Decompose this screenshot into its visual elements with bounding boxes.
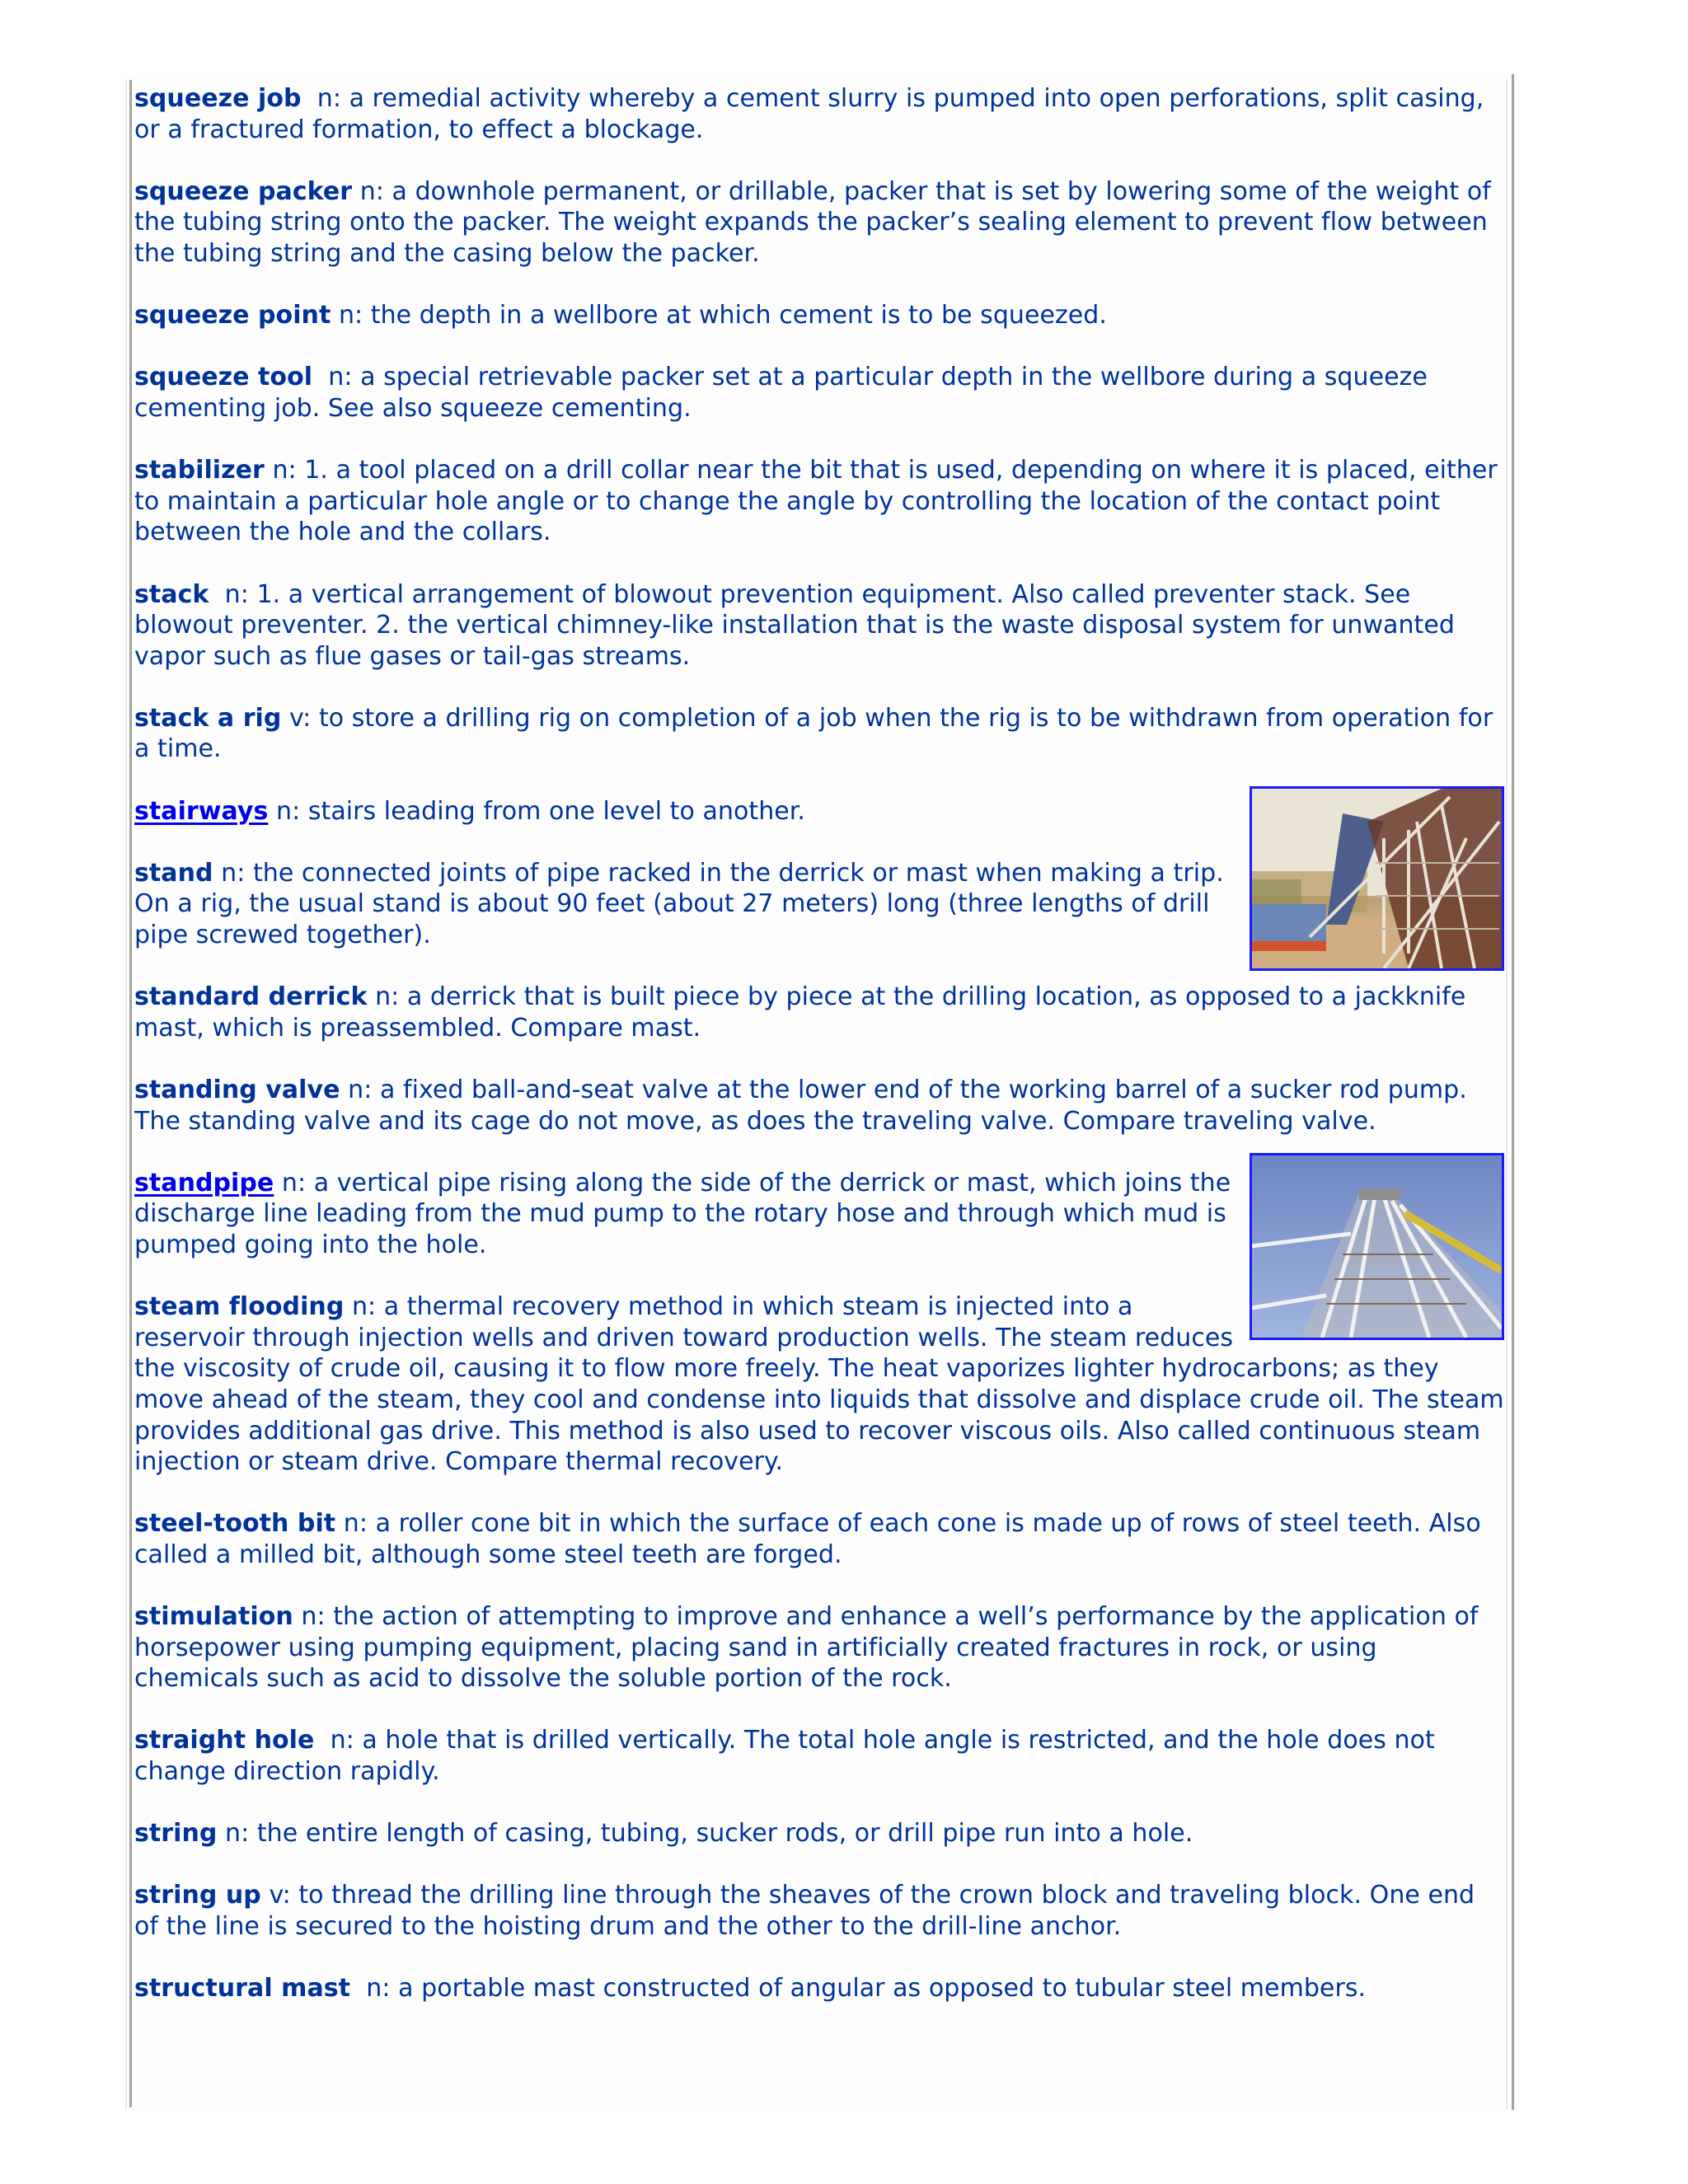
part-of-speech: n: (221, 858, 246, 888)
term: stimulation (134, 1602, 293, 1632)
part-of-speech: n: (225, 1819, 250, 1849)
definition: stairs leading from one level to another. (307, 796, 805, 826)
stairways-link[interactable]: stairways (134, 796, 269, 826)
glossary-entry-stabilizer (134, 455, 1504, 548)
part-of-speech: n: (375, 982, 400, 1012)
part-of-speech: n: (343, 1509, 368, 1539)
standpipe-photo (1250, 1153, 1504, 1340)
glossary-entry-structural-mast (134, 1973, 1504, 2004)
definition: the action of attempting to improve and enhance a well’s performance by the application of horsepower using pumping equipment, placing sand in artificially created fractures in rock, or using chemicals such as acid to dissolve the soluble portion of the rock. (134, 1602, 1479, 1694)
term: squeeze point (134, 301, 331, 330)
glossary-entry-squeeze-point (134, 300, 1504, 331)
part-of-speech: n: (328, 363, 353, 392)
definition: a downhole permanent, or drillable, packer that is set by lowering some of the weight of the tubing string onto the packer. The weight expands the packer’s sealing element to prevent flow between the tubing string and the casing below the packer. (134, 176, 1491, 268)
part-of-speech: n: (351, 1292, 377, 1322)
term: straight hole (134, 1726, 315, 1755)
part-of-speech: n: (281, 1168, 307, 1197)
frame-border-right-outer (1506, 80, 1507, 2109)
definition: a hole that is drilled vertically. The total hole angle is restricted, and the hole does not change direction rapidly. (134, 1726, 1435, 1787)
glossary-entry-stack (134, 579, 1504, 673)
term: stabilizer (134, 456, 265, 485)
part-of-speech: v: (289, 703, 312, 733)
definition: a roller cone bit in which the surface of each cone is made up of rows of steel teeth. Also called a milled bit, although some steel teeth are forged. (134, 1509, 1481, 1569)
definition: to store a drilling rig on completion of a job when the rig is to be withdrawn from operation for a time. (134, 703, 1493, 764)
glossary-entry-squeeze-job (134, 83, 1504, 145)
term: squeeze job (134, 84, 302, 113)
definition: 1. a vertical arrangement of blowout prevention equipment. Also called preventer stack. See blowout preventer. 2. the vertical chimney-like installation that is the waste disposal system for unwanted vapor such as flue gases or tail-gas streams. (134, 579, 1455, 671)
definition: to thread the drilling line through the sheaves of the crown block and traveling block. One end of the line is secured to the hoisting drum and the other to the drill-line anchor. (134, 1881, 1475, 1942)
frame-border-left-outer (125, 80, 127, 2109)
term: stack (134, 579, 209, 609)
definition: a fixed ball-and-seat valve at the lower end of the working barrel of a sucker rod pump. The standing valve and its cage do not move, as does the traveling valve. Compare traveling valve. (134, 1076, 1467, 1136)
term: structural mast (134, 1974, 351, 2004)
glossary-entry-standing-valve (134, 1075, 1504, 1137)
part-of-speech: n: (316, 84, 341, 113)
glossary-entry-stimulation (134, 1601, 1504, 1694)
part-of-speech: v: (269, 1881, 291, 1910)
definition: the depth in a wellbore at which cement is to be squeezed. (370, 301, 1107, 330)
part-of-speech: n: (359, 176, 384, 206)
definition: a special retrievable packer set at a particular depth in the wellbore during a squeeze cementing job. See also squeeze cementing. (134, 363, 1428, 423)
glossary-entry-string-up (134, 1880, 1504, 1942)
part-of-speech: n: (338, 301, 363, 330)
part-of-speech: n: (366, 1974, 391, 2004)
definition: a portable mast constructed of angular as opposed to tubular steel members. (398, 1974, 1367, 2004)
term: steel-tooth bit (134, 1509, 336, 1539)
part-of-speech: n: (272, 456, 297, 485)
definition: a remedial activity whereby a cement slurry is pumped into open perforations, split casing, or a fractured formation, to effect a blockage. (134, 84, 1484, 144)
term: string (134, 1819, 218, 1849)
glossary-entry-steel-tooth-bit (134, 1508, 1504, 1570)
part-of-speech: n: (224, 579, 249, 609)
term: squeeze tool (134, 363, 313, 392)
part-of-speech: n: (348, 1076, 373, 1104)
standpipe-image-icon (1252, 1155, 1502, 1338)
definition: a vertical pipe rising along the side of the derrick or mast, which joins the discharge line leading from the mud pump to the rotary hose and through which mud is pumped going into the hole. (134, 1168, 1231, 1259)
part-of-speech: n: (276, 796, 301, 826)
glossary-entry-squeeze-tool (134, 362, 1504, 424)
definition: a thermal recovery method in which steam is injected into a reservoir through injection wells and driven toward production wells. The steam reduces the viscosity of crude oil, causing it to flow more freely. The heat vaporizes lighter hydrocarbons; as they move ahead of the steam, they cool and condense into liquids that dissolve and displace crude oil. The steam provides additional gas drive. This method is also used to recover viscous oils. Also called continuous steam injection or steam drive. Compare thermal recovery. (134, 1292, 1504, 1477)
glossary-content (134, 83, 1504, 2035)
definition: the connected joints of pipe racked in the derrick or mast when making a trip. On a rig, the usual stand is about 90 feet (about 27 meters) long (three lengths of drill pipe screwed together). (134, 858, 1224, 950)
part-of-speech: n: (301, 1602, 326, 1632)
glossary-entry-string (134, 1818, 1504, 1849)
stairways-photo (1250, 786, 1504, 971)
standpipe-link[interactable]: standpipe (134, 1168, 274, 1197)
frame-border-left (129, 80, 132, 2107)
definition: the entire length of casing, tubing, sucker rods, or drill pipe run into a hole. (256, 1819, 1193, 1849)
frame-border-right (1512, 74, 1514, 2110)
term: standard derrick (134, 982, 368, 1012)
glossary-entry-squeeze-packer (134, 176, 1504, 269)
glossary-entry-standard-derrick (134, 982, 1504, 1043)
part-of-speech: n: (330, 1726, 354, 1755)
glossary-entry-stack-a-rig (134, 703, 1504, 765)
stairways-image-icon (1252, 789, 1502, 968)
term: steam flooding (134, 1292, 345, 1322)
definition: 1. a tool placed on a drill collar near the bit that is used, depending on where it is placed, either to maintain a particular hole angle or to change the angle by controlling the location of the contact point between the hole and the collars. (134, 456, 1498, 547)
term: stack a rig (134, 703, 282, 733)
definition: a derrick that is built piece by piece at the drilling location, as opposed to a jackknife mast, which is preassembled. Compare mast. (134, 982, 1466, 1043)
term: squeeze packer (134, 176, 353, 206)
term: stand (134, 858, 213, 888)
glossary-entry-straight-hole (134, 1725, 1504, 1787)
term: string up (134, 1881, 261, 1910)
term: standing valve (134, 1076, 340, 1104)
